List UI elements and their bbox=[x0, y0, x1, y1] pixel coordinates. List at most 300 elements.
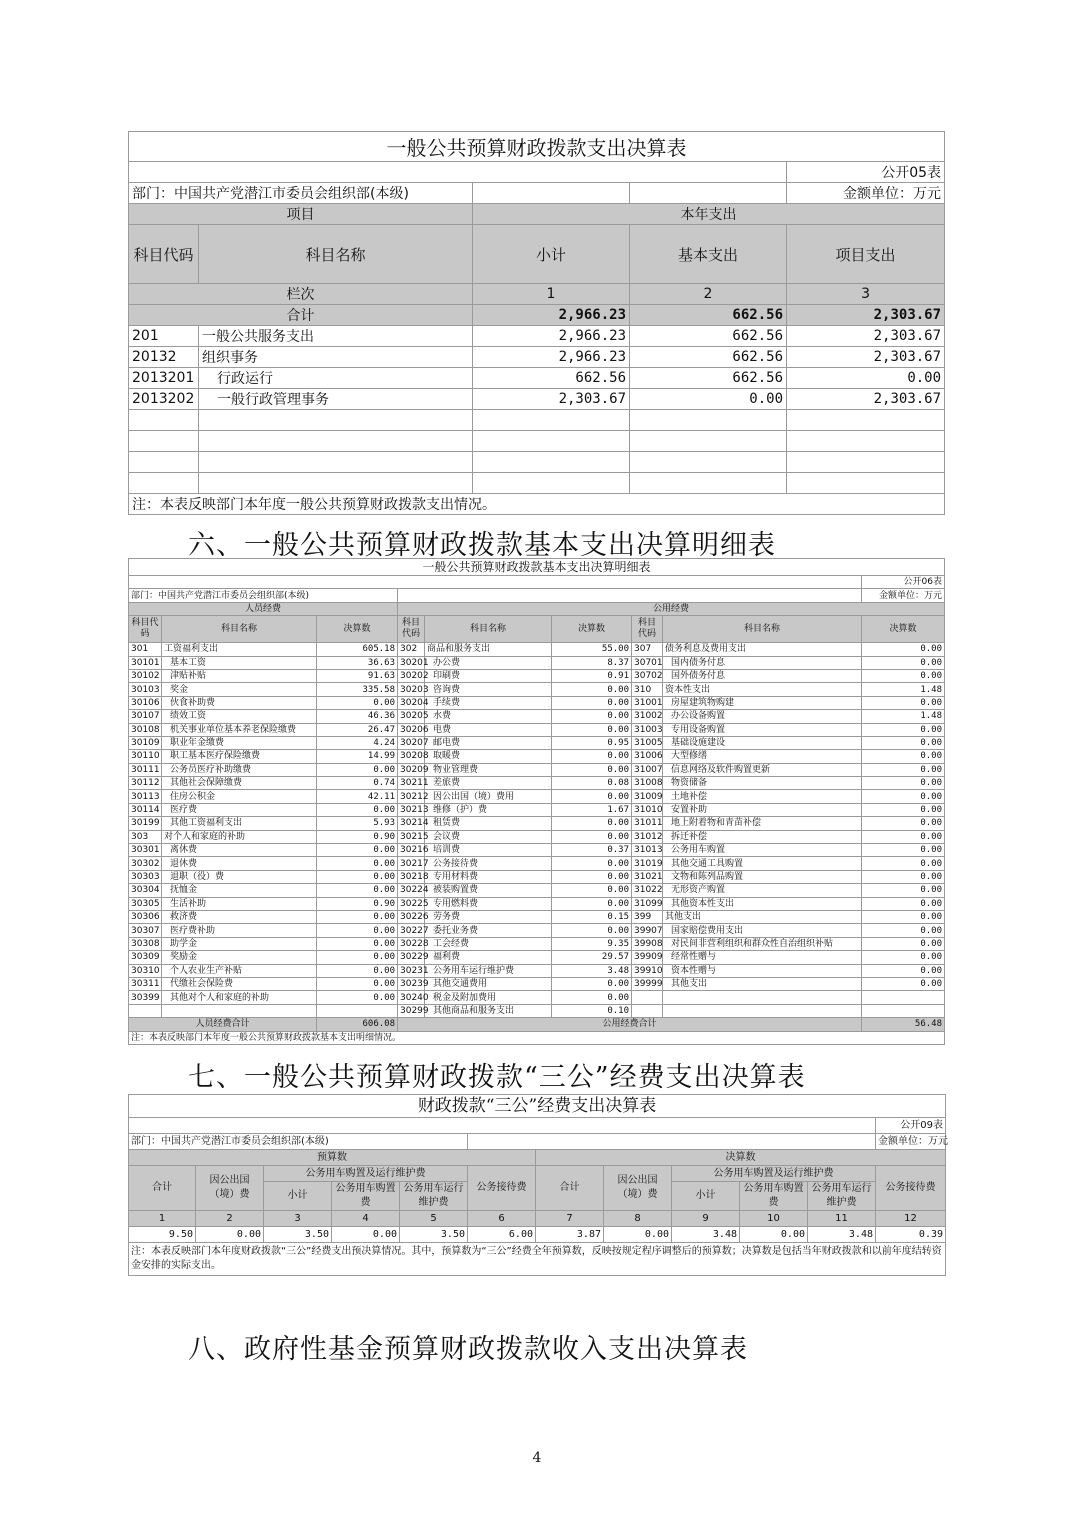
cell-value: 0.00 bbox=[862, 897, 945, 910]
subject-name: 经常性赠与 bbox=[663, 951, 862, 964]
subject-name: 公务用车运行维护费 bbox=[425, 964, 552, 977]
table-row bbox=[129, 669, 945, 682]
subject-code: 30224 bbox=[398, 884, 425, 897]
unit-label: 金额单位：万元 bbox=[787, 183, 945, 204]
cell-value: 0.00 bbox=[862, 964, 945, 977]
subject-name: 一般行政管理事务 bbox=[199, 389, 473, 410]
cell-value: 1.48 bbox=[862, 683, 945, 696]
subject-code: 201 bbox=[129, 326, 199, 347]
subject-code: 30215 bbox=[398, 830, 425, 843]
subject-name: 地上附着物和青苗补偿 bbox=[663, 817, 862, 830]
subject-code: 39907 bbox=[632, 924, 663, 937]
table-code: 公开09表 bbox=[876, 1118, 946, 1134]
subject-name: 租赁费 bbox=[425, 817, 552, 830]
subject-name bbox=[663, 991, 862, 1004]
subject-name: 其他商品和服务支出 bbox=[425, 1004, 552, 1017]
subject-name: 其他支出 bbox=[663, 977, 862, 990]
subject-code: 30208 bbox=[398, 750, 425, 763]
subject-name: 工会经费 bbox=[425, 937, 552, 950]
column-number-label: 栏次 bbox=[129, 284, 473, 305]
table-row bbox=[129, 368, 945, 389]
subject-name: 职工基本医疗保险缴费 bbox=[162, 750, 317, 763]
subject-name: 公务接待费 bbox=[425, 857, 552, 870]
cell-value: 0.00 bbox=[552, 884, 632, 897]
cell-value: 0.00 bbox=[862, 803, 945, 816]
header-abroad: 因公出国（境）费 bbox=[604, 1166, 672, 1211]
subject-code: 30204 bbox=[398, 696, 425, 709]
department-label: 部门：中国共产党潜江市委员会组织部(本级) bbox=[129, 589, 398, 602]
table-row bbox=[129, 710, 945, 723]
subject-name: 信息网络及软件购置更新 bbox=[663, 763, 862, 776]
header-basic: 基本支出 bbox=[630, 225, 787, 284]
subject-code: 30309 bbox=[129, 951, 162, 964]
header-final: 决算数 bbox=[536, 1150, 946, 1166]
table-row bbox=[129, 1004, 945, 1017]
table-row bbox=[129, 910, 945, 923]
table-row bbox=[129, 951, 945, 964]
cell-value: 0.00 bbox=[552, 897, 632, 910]
subject-name: 对个人和家庭的补助 bbox=[162, 830, 317, 843]
table-row bbox=[129, 830, 945, 843]
subject-name: 资本性赠与 bbox=[663, 964, 862, 977]
cell-value: 0.00 bbox=[862, 777, 945, 790]
subject-code: 30203 bbox=[398, 683, 425, 696]
column-number: 3 bbox=[264, 1211, 332, 1227]
table-row bbox=[129, 750, 945, 763]
cell-value: 6.00 bbox=[468, 1227, 536, 1243]
person-total-value: 606.08 bbox=[317, 1018, 398, 1031]
subject-code: 30205 bbox=[398, 710, 425, 723]
subject-name: 被装购置费 bbox=[425, 884, 552, 897]
page-number: 4 bbox=[532, 1450, 542, 1466]
cell-value: 3.50 bbox=[400, 1227, 468, 1243]
subject-code: 30304 bbox=[129, 884, 162, 897]
table-row bbox=[129, 977, 945, 990]
subject-code: 30303 bbox=[129, 870, 162, 883]
subject-code: 30103 bbox=[129, 683, 162, 696]
subject-code: 30227 bbox=[398, 924, 425, 937]
subject-name: 拆迁补偿 bbox=[663, 830, 862, 843]
subject-name: 安置补助 bbox=[663, 803, 862, 816]
table-title: 财政拨款“三公”经费支出决算表 bbox=[129, 1095, 946, 1118]
subject-name: 维修（护）费 bbox=[425, 803, 552, 816]
table-row bbox=[129, 347, 945, 368]
cell-value: 2,303.67 bbox=[473, 389, 630, 410]
subject-code: 31006 bbox=[632, 750, 663, 763]
cell-value: 0.00 bbox=[862, 910, 945, 923]
subject-name: 资本性支出 bbox=[663, 683, 862, 696]
header-project: 项目支出 bbox=[787, 225, 945, 284]
total-value: 2,303.67 bbox=[787, 305, 945, 326]
cell-value: 9.35 bbox=[552, 937, 632, 950]
subject-code: 31008 bbox=[632, 777, 663, 790]
subject-name: 委托业务费 bbox=[425, 924, 552, 937]
header-subject-code: 科目代码 bbox=[398, 616, 425, 643]
cell-value: 0.00 bbox=[862, 951, 945, 964]
column-number: 7 bbox=[536, 1211, 604, 1227]
table-row bbox=[129, 937, 945, 950]
subject-code: 30217 bbox=[398, 857, 425, 870]
cell-value: 0.00 bbox=[552, 683, 632, 696]
table-row bbox=[129, 884, 945, 897]
cell-value: 0.00 bbox=[862, 870, 945, 883]
column-number: 10 bbox=[740, 1211, 808, 1227]
cell-value: 2,966.23 bbox=[473, 326, 630, 347]
section-heading-6: 六、一般公共预算财政拨款基本支出决算明细表 bbox=[188, 530, 776, 561]
cell-value: 0.00 bbox=[862, 643, 945, 656]
cell-value: 0.00 bbox=[862, 750, 945, 763]
subject-code: 31005 bbox=[632, 736, 663, 749]
cell-value: 0.91 bbox=[552, 669, 632, 682]
subject-name: 无形资产购置 bbox=[663, 884, 862, 897]
header-subject-name: 科目名称 bbox=[425, 616, 552, 643]
subject-code: 31002 bbox=[632, 710, 663, 723]
section-heading-7: 七、一般公共预算财政拨款“三公”经费支出决算表 bbox=[188, 1062, 806, 1093]
table-note: 注：本表反映部门本年度一般公共预算财政拨款基本支出明细情况。 bbox=[129, 1031, 945, 1044]
table-row-empty bbox=[129, 410, 945, 431]
subject-code: 30111 bbox=[129, 763, 162, 776]
cell-value: 0.00 bbox=[862, 696, 945, 709]
subject-code: 30240 bbox=[398, 991, 425, 1004]
header-subject-name: 科目名称 bbox=[663, 616, 862, 643]
subject-code: 30201 bbox=[398, 656, 425, 669]
subject-code: 31022 bbox=[632, 884, 663, 897]
subject-name: 印刷费 bbox=[425, 669, 552, 682]
subject-code: 39908 bbox=[632, 937, 663, 950]
header-subject-name: 科目名称 bbox=[162, 616, 317, 643]
subject-name: 医疗费补助 bbox=[162, 924, 317, 937]
subject-code: 30301 bbox=[129, 844, 162, 857]
cell-value: 36.63 bbox=[317, 656, 398, 669]
cell-value: 9.50 bbox=[129, 1227, 196, 1243]
cell-value: 1.67 bbox=[552, 803, 632, 816]
cell-value: 3.87 bbox=[536, 1227, 604, 1243]
subject-name: 组织事务 bbox=[199, 347, 473, 368]
table-row bbox=[129, 897, 945, 910]
cell-value: 0.15 bbox=[552, 910, 632, 923]
subject-name bbox=[162, 1004, 317, 1017]
subject-code: 20132 bbox=[129, 347, 199, 368]
subject-code bbox=[129, 1004, 162, 1017]
cell-value: 0.00 bbox=[317, 991, 398, 1004]
header-item: 项目 bbox=[129, 204, 473, 225]
subject-name: 医疗费 bbox=[162, 803, 317, 816]
subject-name: 办公费 bbox=[425, 656, 552, 669]
cell-value: 0.10 bbox=[552, 1004, 632, 1017]
subject-name: 基础设施建设 bbox=[663, 736, 862, 749]
subject-name: 水费 bbox=[425, 710, 552, 723]
cell-value: 0.00 bbox=[317, 977, 398, 990]
cell-value: 5.93 bbox=[317, 817, 398, 830]
subject-code: 31013 bbox=[632, 844, 663, 857]
subject-code: 31021 bbox=[632, 870, 663, 883]
cell-value: 0.00 bbox=[552, 817, 632, 830]
cell-value bbox=[862, 991, 945, 1004]
table-title: 一般公共预算财政拨款支出决算表 bbox=[129, 132, 945, 162]
subject-name: 专用燃料费 bbox=[425, 897, 552, 910]
table-row bbox=[129, 736, 945, 749]
subject-code: 30701 bbox=[632, 656, 663, 669]
cell-value: 0.00 bbox=[552, 763, 632, 776]
header-amount: 决算数 bbox=[862, 616, 945, 643]
cell-value: 0.00 bbox=[317, 964, 398, 977]
cell-value: 0.00 bbox=[630, 389, 787, 410]
subject-code: 31003 bbox=[632, 723, 663, 736]
header-car-buy: 公务用车购置费 bbox=[332, 1182, 400, 1211]
cell-value: 0.00 bbox=[552, 991, 632, 1004]
subject-name: 伙食补助费 bbox=[162, 696, 317, 709]
header-subject-name: 科目名称 bbox=[199, 225, 473, 284]
header-total: 合计 bbox=[129, 1166, 196, 1211]
cell-value: 2,303.67 bbox=[787, 389, 945, 410]
cell-value: 0.00 bbox=[862, 656, 945, 669]
cell-value: 0.00 bbox=[862, 977, 945, 990]
unit-label: 金额单位：万元 bbox=[862, 589, 945, 602]
table-row bbox=[129, 817, 945, 830]
subject-name: 对民间非营利组织和群众性自治组织补贴 bbox=[663, 937, 862, 950]
subject-code: 30101 bbox=[129, 656, 162, 669]
cell-value: 55.00 bbox=[552, 643, 632, 656]
cell-value: 0.00 bbox=[317, 951, 398, 964]
total-label: 合计 bbox=[129, 305, 473, 326]
subject-name: 绩效工资 bbox=[162, 710, 317, 723]
header-subject-code: 科目代码 bbox=[129, 225, 199, 284]
cell-value: 662.56 bbox=[630, 368, 787, 389]
table-row-empty bbox=[129, 452, 945, 473]
cell-value: 0.00 bbox=[317, 844, 398, 857]
subject-name: 奖金 bbox=[162, 683, 317, 696]
subject-code: 30211 bbox=[398, 777, 425, 790]
subject-code: 31012 bbox=[632, 830, 663, 843]
cell-value: 14.99 bbox=[317, 750, 398, 763]
subject-code: 30225 bbox=[398, 897, 425, 910]
cell-value: 42.11 bbox=[317, 790, 398, 803]
cell-value: 0.00 bbox=[332, 1227, 400, 1243]
cell-value: 0.00 bbox=[552, 977, 632, 990]
subject-name: 退职（役）费 bbox=[162, 870, 317, 883]
subject-name: 其他对个人和家庭的补助 bbox=[162, 991, 317, 1004]
header-subject-code: 科目代码 bbox=[129, 616, 162, 643]
table-row bbox=[129, 857, 945, 870]
subject-name: 公务员医疗补助缴费 bbox=[162, 763, 317, 776]
cell-value: 0.00 bbox=[862, 669, 945, 682]
subject-name: 劳务费 bbox=[425, 910, 552, 923]
subject-code: 31099 bbox=[632, 897, 663, 910]
subject-name: 救济费 bbox=[162, 910, 317, 923]
table-row bbox=[129, 696, 945, 709]
subject-code: 30102 bbox=[129, 669, 162, 682]
header-car-run: 公务用车运行维护费 bbox=[808, 1182, 876, 1211]
subject-name: 基本工资 bbox=[162, 656, 317, 669]
subject-name: 专用材料费 bbox=[425, 870, 552, 883]
cell-value: 0.95 bbox=[552, 736, 632, 749]
subject-code: 30306 bbox=[129, 910, 162, 923]
column-number: 12 bbox=[876, 1211, 946, 1227]
cell-value: 2,966.23 bbox=[473, 347, 630, 368]
table-row bbox=[129, 777, 945, 790]
subject-name: 咨询费 bbox=[425, 683, 552, 696]
column-number: 2 bbox=[630, 284, 787, 305]
cell-value: 0.00 bbox=[552, 870, 632, 883]
subject-code: 30206 bbox=[398, 723, 425, 736]
table-row bbox=[129, 844, 945, 857]
header-total: 合计 bbox=[536, 1166, 604, 1211]
cell-value: 0.00 bbox=[552, 696, 632, 709]
header-car-buy: 公务用车购置费 bbox=[740, 1182, 808, 1211]
cell-value: 3.50 bbox=[264, 1227, 332, 1243]
cell-value: 0.00 bbox=[317, 857, 398, 870]
cell-value: 0.00 bbox=[552, 924, 632, 937]
subject-code: 31011 bbox=[632, 817, 663, 830]
subject-code: 30308 bbox=[129, 937, 162, 950]
subject-name: 差旅费 bbox=[425, 777, 552, 790]
cell-value: 662.56 bbox=[630, 347, 787, 368]
subject-code: 31019 bbox=[632, 857, 663, 870]
cell-value: 0.00 bbox=[552, 723, 632, 736]
subject-code: 301 bbox=[129, 643, 162, 656]
cell-value: 46.36 bbox=[317, 710, 398, 723]
department-label: 部门：中国共产党潜江市委员会组织部(本级) bbox=[129, 1134, 468, 1150]
department-label: 部门：中国共产党潜江市委员会组织部(本级) bbox=[129, 183, 473, 204]
subject-name: 行政运行 bbox=[199, 368, 473, 389]
unit-label: 金额单位：万元 bbox=[876, 1134, 946, 1150]
column-number: 5 bbox=[400, 1211, 468, 1227]
subject-name bbox=[663, 1004, 862, 1017]
subject-code: 30212 bbox=[398, 790, 425, 803]
subject-name: 其他支出 bbox=[663, 910, 862, 923]
subject-name: 奖励金 bbox=[162, 951, 317, 964]
column-number: 8 bbox=[604, 1211, 672, 1227]
cell-value: 0.00 bbox=[740, 1227, 808, 1243]
cell-value: 0.00 bbox=[862, 817, 945, 830]
cell-value: 0.00 bbox=[862, 937, 945, 950]
cell-value: 0.00 bbox=[787, 368, 945, 389]
subject-code: 30110 bbox=[129, 750, 162, 763]
subject-name: 一般公共服务支出 bbox=[199, 326, 473, 347]
subject-code: 30302 bbox=[129, 857, 162, 870]
subject-code: 30228 bbox=[398, 937, 425, 950]
person-total-label: 人员经费合计 bbox=[129, 1018, 317, 1031]
cell-value: 0.00 bbox=[552, 790, 632, 803]
cell-value: 0.00 bbox=[862, 763, 945, 776]
table-row-empty bbox=[129, 473, 945, 494]
subject-name: 福利费 bbox=[425, 951, 552, 964]
header-amount: 决算数 bbox=[317, 616, 398, 643]
subject-code: 30310 bbox=[129, 964, 162, 977]
subject-code: 30214 bbox=[398, 817, 425, 830]
subject-name: 培训费 bbox=[425, 844, 552, 857]
subject-code: 310 bbox=[632, 683, 663, 696]
subject-name: 物资储备 bbox=[663, 777, 862, 790]
three-public-expense-table bbox=[128, 1094, 946, 1276]
public-total-value: 56.48 bbox=[862, 1018, 945, 1031]
subject-name: 其他资本性支出 bbox=[663, 897, 862, 910]
subject-name: 其他交通费用 bbox=[425, 977, 552, 990]
public-total-label: 公用经费合计 bbox=[398, 1018, 862, 1031]
subject-code: 30305 bbox=[129, 897, 162, 910]
table-title: 一般公共预算财政拨款基本支出决算明细表 bbox=[129, 559, 945, 576]
subject-code: 30231 bbox=[398, 964, 425, 977]
subject-name: 助学金 bbox=[162, 937, 317, 950]
cell-value: 0.00 bbox=[317, 870, 398, 883]
subject-name: 个人农业生产补贴 bbox=[162, 964, 317, 977]
cell-value: 29.57 bbox=[552, 951, 632, 964]
subject-name: 大型修缮 bbox=[663, 750, 862, 763]
subject-name: 住房公积金 bbox=[162, 790, 317, 803]
table-row bbox=[129, 924, 945, 937]
table-row bbox=[129, 870, 945, 883]
cell-value: 0.00 bbox=[862, 830, 945, 843]
expenditure-final-table bbox=[128, 131, 945, 515]
cell-value: 0.00 bbox=[862, 884, 945, 897]
subject-code: 2013201 bbox=[129, 368, 199, 389]
subject-code: 30213 bbox=[398, 803, 425, 816]
subject-name: 会议费 bbox=[425, 830, 552, 843]
cell-value: 0.00 bbox=[552, 830, 632, 843]
subject-code: 39909 bbox=[632, 951, 663, 964]
header-car: 公务用车购置及运行维护费 bbox=[264, 1166, 468, 1182]
subject-name: 工资福利支出 bbox=[162, 643, 317, 656]
column-number: 2 bbox=[196, 1211, 264, 1227]
subject-name: 国家赔偿费用支出 bbox=[663, 924, 862, 937]
subject-code: 30207 bbox=[398, 736, 425, 749]
subject-name: 退休费 bbox=[162, 857, 317, 870]
header-budget: 预算数 bbox=[129, 1150, 536, 1166]
subject-code: 31009 bbox=[632, 790, 663, 803]
cell-value: 0.74 bbox=[317, 777, 398, 790]
subject-name: 职业年金缴费 bbox=[162, 736, 317, 749]
subject-name: 文物和陈列品购置 bbox=[663, 870, 862, 883]
table-row bbox=[129, 683, 945, 696]
subject-name: 离休费 bbox=[162, 844, 317, 857]
subject-code: 31010 bbox=[632, 803, 663, 816]
table-row bbox=[129, 763, 945, 776]
cell-value: 3.48 bbox=[552, 964, 632, 977]
subject-code: 31001 bbox=[632, 696, 663, 709]
header-subject-code: 科目代码 bbox=[632, 616, 663, 643]
subject-code: 30113 bbox=[129, 790, 162, 803]
cell-value: 0.00 bbox=[317, 803, 398, 816]
subject-code: 30209 bbox=[398, 763, 425, 776]
subject-name: 税金及附加费用 bbox=[425, 991, 552, 1004]
header-amount: 决算数 bbox=[552, 616, 632, 643]
cell-value: 0.00 bbox=[604, 1227, 672, 1243]
subject-code: 2013202 bbox=[129, 389, 199, 410]
header-subtotal: 小计 bbox=[264, 1182, 332, 1211]
subject-code: 30202 bbox=[398, 669, 425, 682]
subject-code: 30229 bbox=[398, 951, 425, 964]
subject-code: 30299 bbox=[398, 1004, 425, 1017]
subject-code: 30226 bbox=[398, 910, 425, 923]
subject-name: 生活补助 bbox=[162, 897, 317, 910]
subject-name: 专用设备购置 bbox=[663, 723, 862, 736]
cell-value: 0.90 bbox=[317, 897, 398, 910]
subject-code: 30311 bbox=[129, 977, 162, 990]
cell-value: 0.00 bbox=[862, 924, 945, 937]
cell-value: 4.24 bbox=[317, 736, 398, 749]
cell-value: 0.00 bbox=[552, 857, 632, 870]
subject-code: 30218 bbox=[398, 870, 425, 883]
table-row bbox=[129, 656, 945, 669]
cell-value: 0.00 bbox=[317, 884, 398, 897]
subject-name: 津贴补贴 bbox=[162, 669, 317, 682]
subject-code: 30108 bbox=[129, 723, 162, 736]
table-code: 公开06表 bbox=[862, 576, 945, 589]
cell-value: 0.90 bbox=[317, 830, 398, 843]
cell-value: 0.00 bbox=[862, 723, 945, 736]
cell-value: 0.00 bbox=[317, 937, 398, 950]
table-row-empty bbox=[129, 431, 945, 452]
